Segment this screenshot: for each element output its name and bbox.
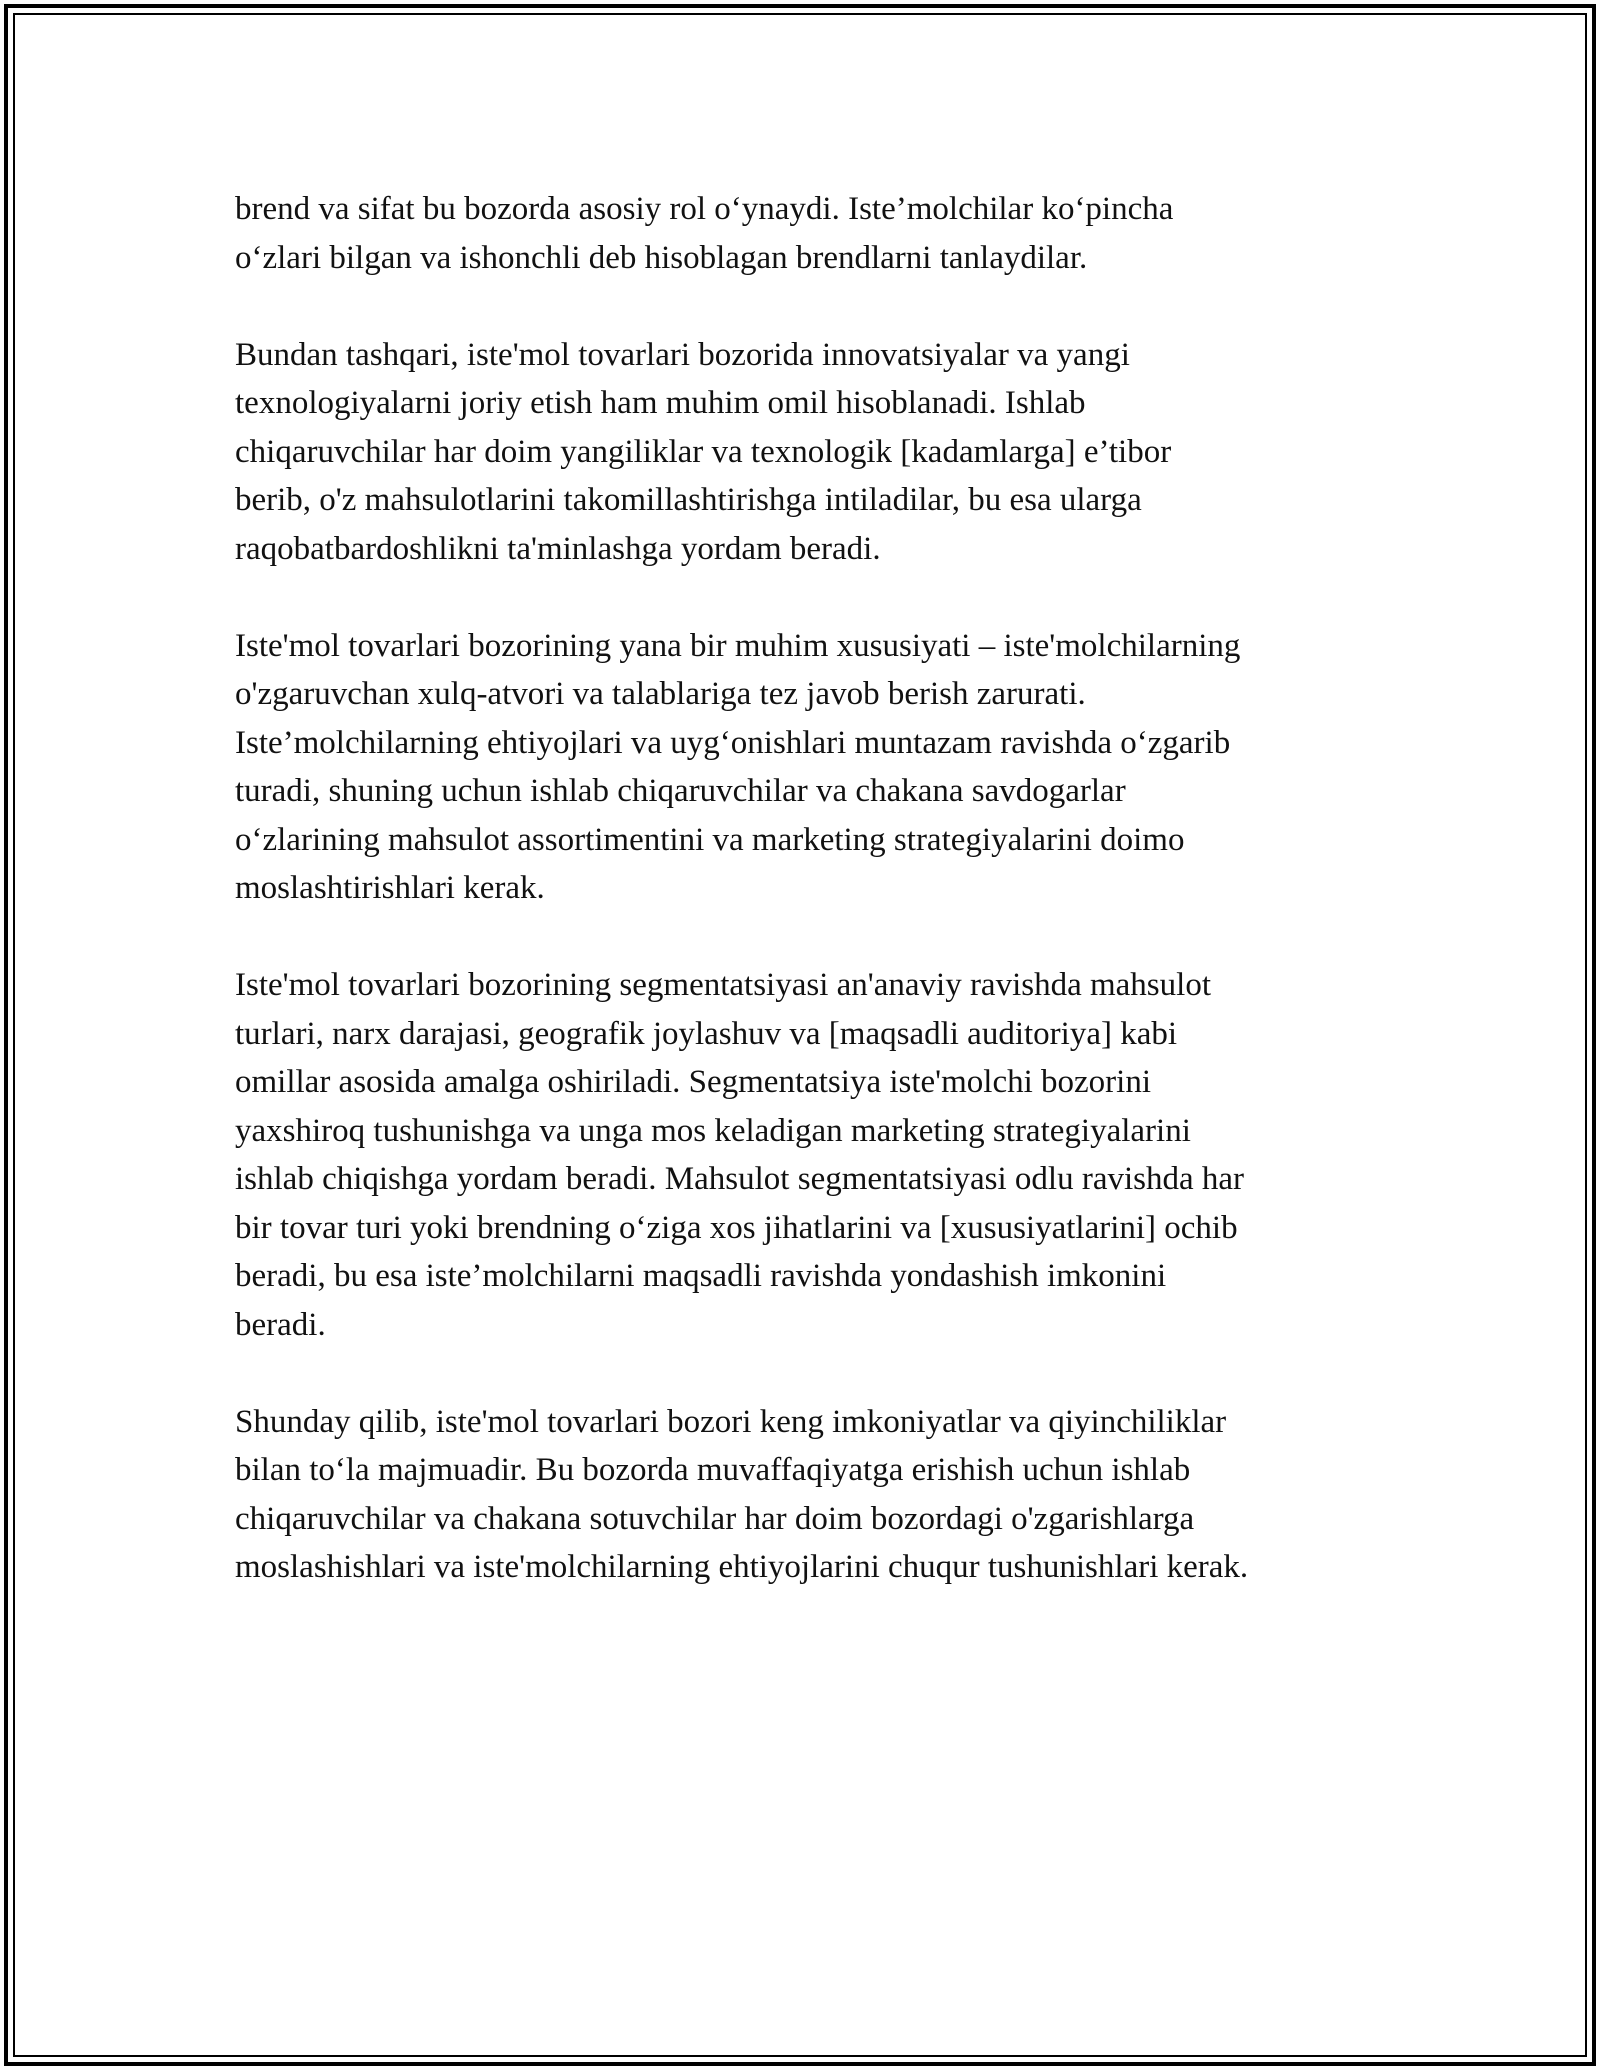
document-body: [235, 185, 1405, 1640]
paragraph-brand-quality: brend va sifat bu bozorda asosiy rol o‘ynaydi. Iste’molchilar ko‘pincha o‘zlari bilgan va ishonchli deb hisoblagan brendlarni tanlaydilar.: [235, 191, 1174, 276]
paragraph-conclusion: Shunday qilib, iste'mol tovarlari bozori keng imkoniyatlar va qiyinchiliklar bilan to‘la majmuadir. Bu bozorda muvaffaqiyatga erishish uchun ishlab chiqaruvchilar va chakana sotuvchilar har doim bozordagi o'zgarishlarga moslashishlari va iste'molchilarning ehtiyojlarini chuqur tushunishlari kerak.: [235, 1403, 1249, 1585]
paragraph-consumer-behavior: Iste'mol tovarlari bozorining yana bir muhim xususiyati – iste'molchilarning o'zgaruvchan xulq-atvori va talablariga tez javob berish zarurati. Iste’molchilarning ehtiyojlari va uyg‘onishlari muntazam ravishda o‘zgarib turadi, shuning uchun ishlab chiqaruvchilar va chakana savdogarlar o‘zlarining mahsulot assortimentini va marketing strategiyalarini doimo moslashtirishlari kerak.: [235, 627, 1241, 906]
paragraph-segmentation: Iste'mol tovarlari bozorining segmentatsiyasi an'anaviy ravishda mahsulot turlari, narx darajasi, geografik joylashuv va [maqsadli auditoriya] kabi omillar asosida amalga oshiriladi. Segmentatsiya iste'molchi bozorini yaxshiroq tushunishga va unga mos keladigan marketing strategiyalarini ishlab chiqishga yordam beradi. Mahsulot segmentatsiyasi odlu ravishda har bir tovar turi yoki brendning o‘ziga xos jihatlarini va [xususiyatlarini] ochib beradi, bu esa iste’molchilarni maqsadli ravishda yondashish imkonini beradi.: [235, 967, 1245, 1343]
paragraph-innovation: Bundan tashqari, iste'mol tovarlari bozorida innovatsiyalar va yangi texnologiyalarni joriy etish ham muhim omil hisoblanadi. Ishlab chiqaruvchilar har doim yangiliklar va texnologik [kadamlarga] e’tibor berib, o'z mahsulotlarini takomillashtirishga intiladilar, bu esa ularga raqobatbardoshlikni ta'minlashga yordam beradi.: [235, 336, 1172, 567]
